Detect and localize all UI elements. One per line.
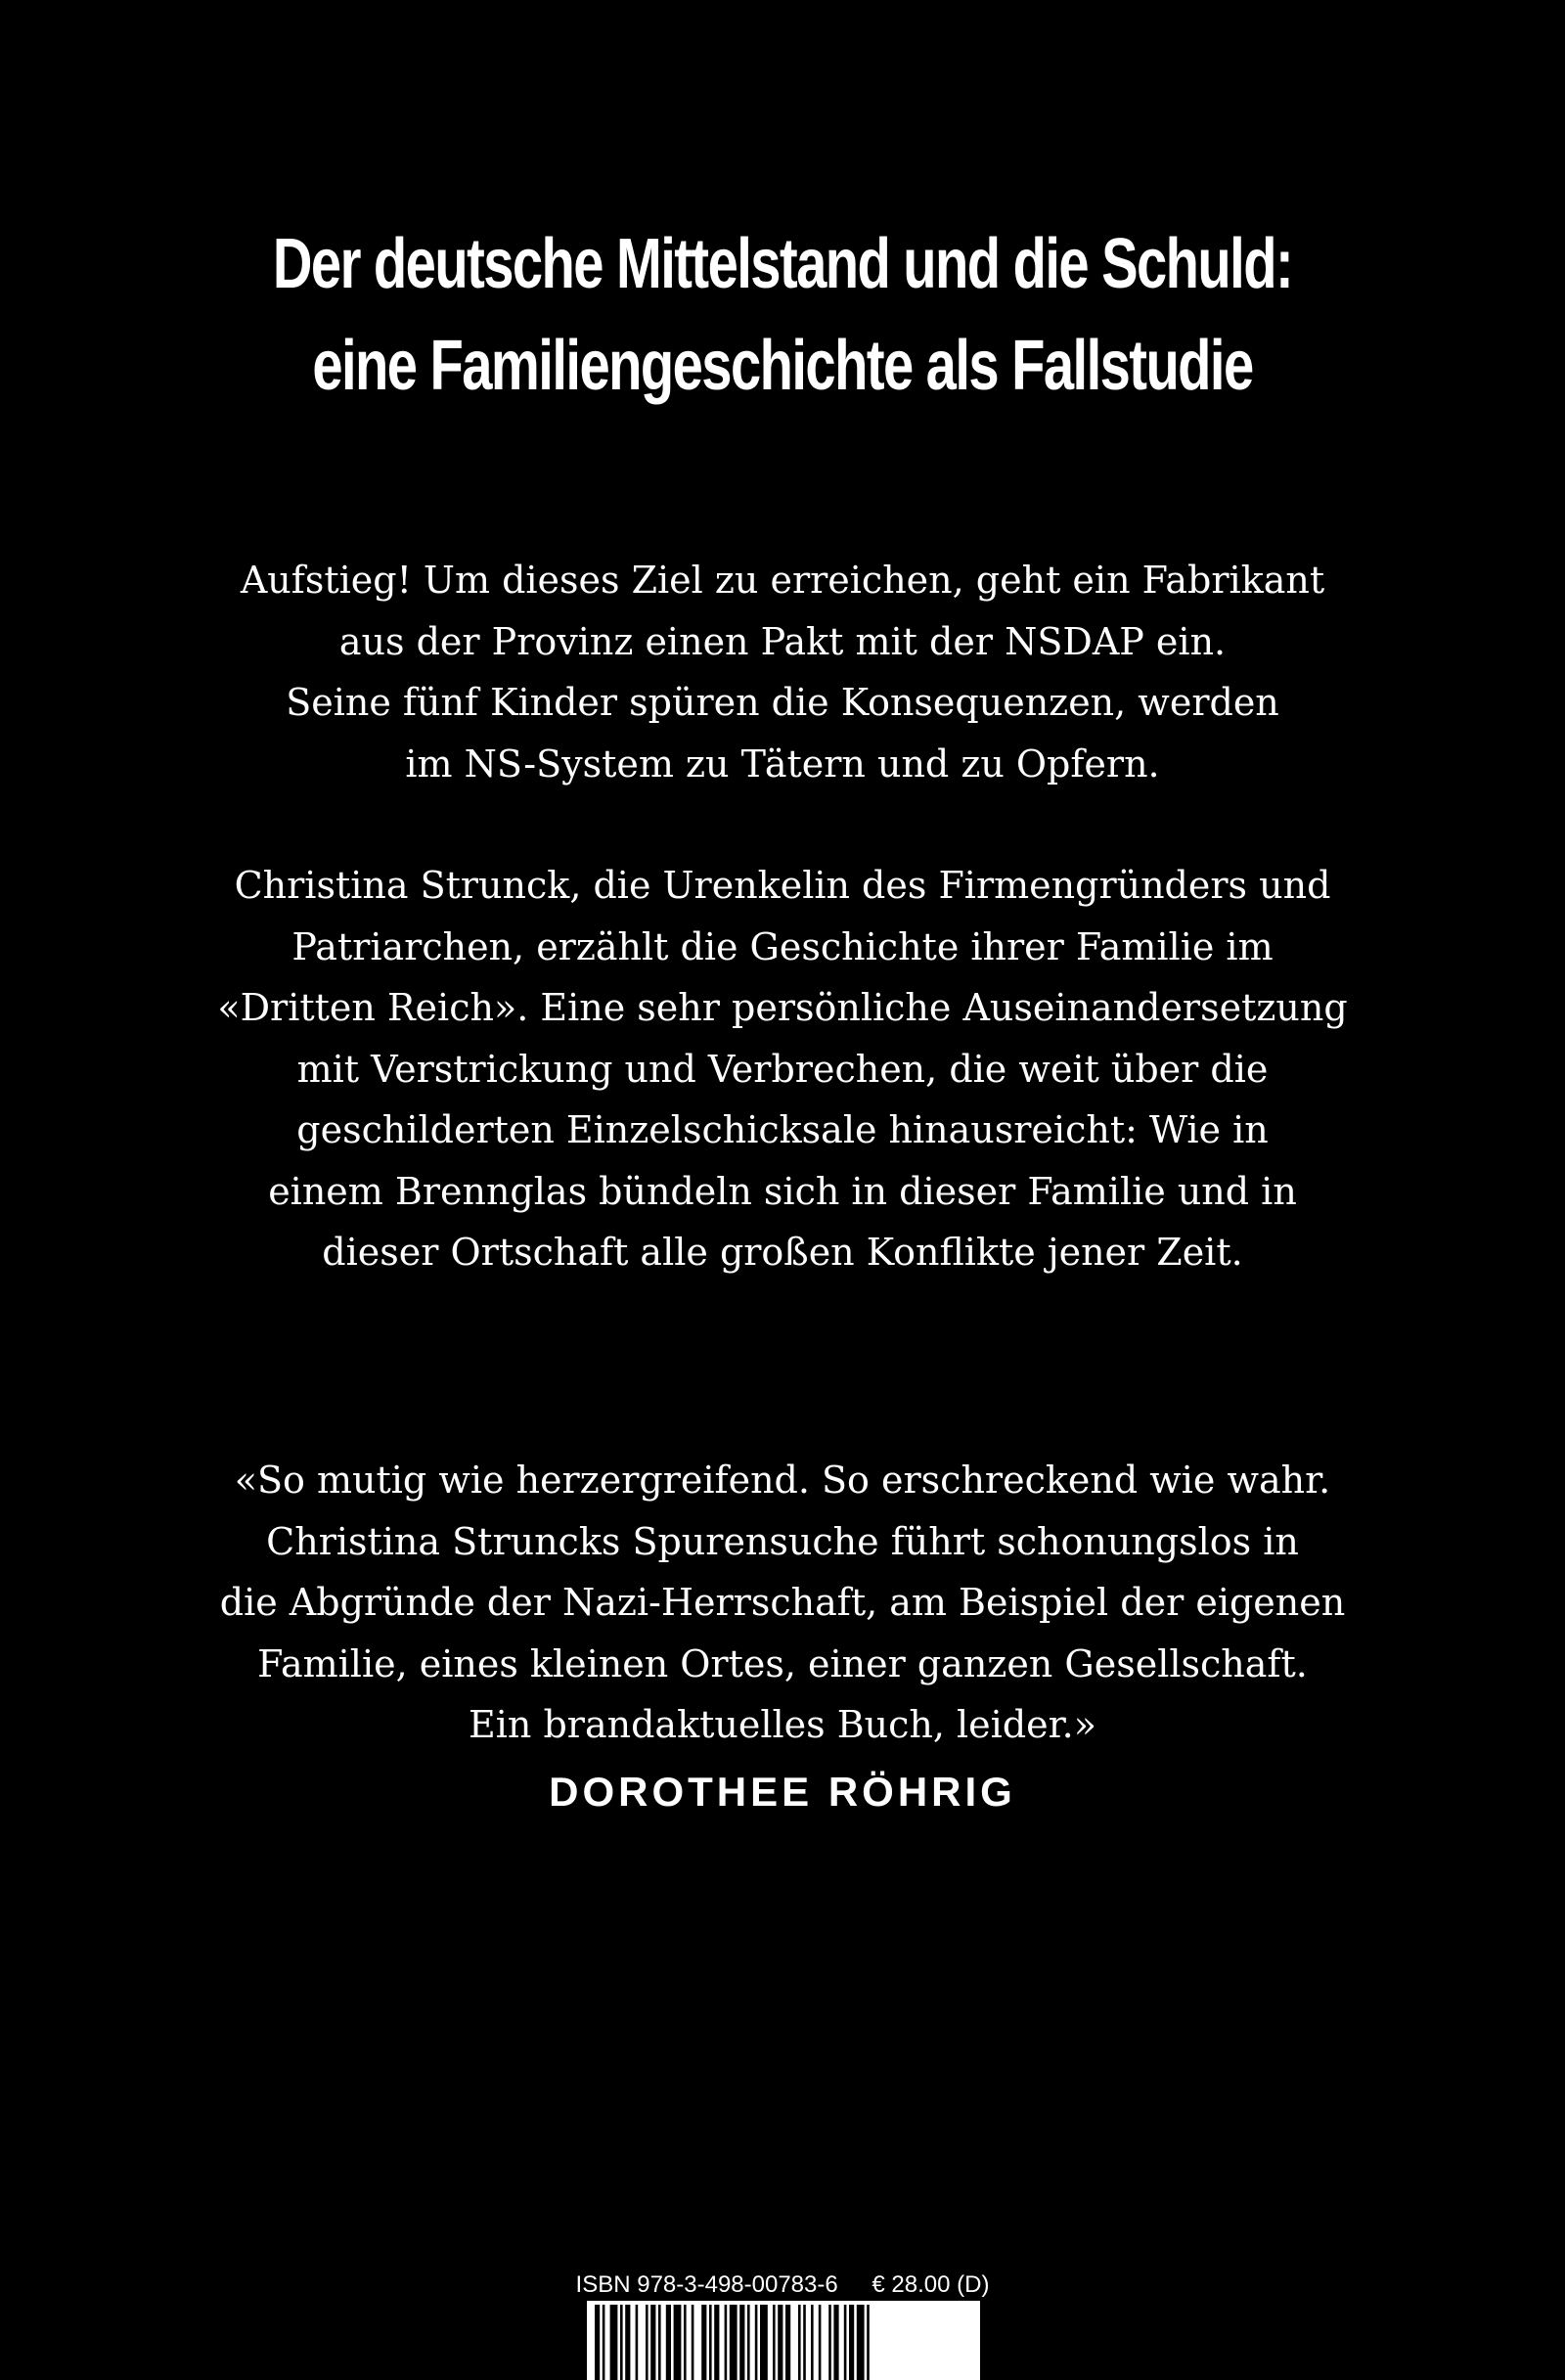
headline-line-2: eine Familiengeschichte als Fallstudie (312, 327, 1253, 405)
blurb-line: mit Verstrickung und Verbrechen, die weit über die (296, 1047, 1269, 1091)
barcode-bar (625, 2305, 630, 2380)
barcode-bar (620, 2305, 623, 2380)
headline (172, 213, 1393, 417)
barcode-bar (730, 2305, 738, 2380)
blurb-line: Aufstieg! Um dieses Ziel zu erreichen, geht ein Fabrikant (240, 559, 1325, 602)
blurb-paragraph-2 (0, 855, 1565, 1283)
barcode-bar (833, 2305, 838, 2380)
barcode-bar (778, 2305, 782, 2380)
barcode-bar (636, 2305, 639, 2380)
price-label: € 28.00 (D) (872, 2271, 990, 2298)
barcode-bar (610, 2305, 618, 2380)
barcode-bar (674, 2305, 682, 2380)
barcode-bar (646, 2305, 648, 2380)
blurb-line: dieser Ortschaft alle großen Konflikte jener Zeit. (322, 1231, 1243, 1274)
barcode-bar (684, 2305, 687, 2380)
barcode-bar (828, 2305, 831, 2380)
blurb-paragraph-1 (0, 550, 1565, 794)
barcode-bar (666, 2305, 671, 2380)
barcode-bar (857, 2305, 865, 2380)
isbn-number: ISBN 978-3-498-00783-6 (575, 2271, 838, 2298)
barcode-bar (844, 2305, 847, 2380)
blurb-line: aus der Provinz einen Pakt mit der NSDAP ein. (338, 619, 1227, 663)
barcode-bar (849, 2305, 854, 2380)
barcode-bar (798, 2305, 801, 2380)
isbn-price-line (0, 2271, 1565, 2299)
barcode-bar (692, 2305, 694, 2380)
blurb-line: Seine fünf Kinder spüren die Konsequenzen, werden (286, 681, 1279, 724)
barcode-bar (725, 2305, 728, 2380)
quote-attribution: DOROTHEE RÖHRIG (549, 1769, 1016, 1815)
barcode-bar (785, 2305, 790, 2380)
blurb-line: geschilderten Einzelschicksale hinausreicht: Wie in (296, 1108, 1269, 1151)
barcode-bar (650, 2305, 655, 2380)
quote-line: Familie, eines kleinen Ortes, einer ganzen Gesellschaft. (257, 1641, 1308, 1685)
barcode-bar (773, 2305, 776, 2380)
blurb-line: einem Brennglas bündeln sich in dieser Familie und in (268, 1169, 1297, 1213)
barcode-bar (760, 2305, 768, 2380)
barcode-bar (603, 2305, 605, 2380)
quote-line: Christina Struncks Spurensuche führt schonungslos in (266, 1519, 1299, 1563)
barcode-bar (709, 2305, 712, 2380)
barcode-bar (803, 2305, 806, 2380)
blurb-line: Christina Strunck, die Urenkelin des Firmengründers und (234, 864, 1331, 907)
barcode-icon (587, 2301, 980, 2380)
barcode-bar (811, 2305, 814, 2380)
review-quote (0, 1450, 1565, 1756)
blurb-line: Patriarchen, erzählt die Geschichte ihrer Familie im (291, 924, 1274, 968)
blurb-line: im NS-System zu Tätern und zu Opfern. (405, 741, 1160, 786)
quote-line: Ein brandaktuelles Buch, leider.» (469, 1703, 1096, 1746)
barcode-bar (595, 2305, 600, 2380)
quote-line: die Abgründe der Nazi-Herrschaft, am Beispiel der eigenen (219, 1581, 1346, 1624)
barcode-bar (747, 2305, 750, 2380)
blurb-line: «Dritten Reich». Eine sehr persönliche Auseinandersetzung (217, 986, 1348, 1029)
barcode-bar (819, 2305, 822, 2380)
quote-line: «So mutig wie herzergreifend. So erschreckend wie wahr. (234, 1459, 1331, 1502)
barcode-bar (714, 2305, 719, 2380)
barcode-bar (658, 2305, 661, 2380)
barcode-bar (701, 2305, 706, 2380)
headline-line-1: Der deutsche Mittelstand und die Schuld: (272, 225, 1293, 303)
barcode-bar (755, 2305, 758, 2380)
barcode-bar (739, 2305, 744, 2380)
barcode-bar (867, 2305, 870, 2380)
